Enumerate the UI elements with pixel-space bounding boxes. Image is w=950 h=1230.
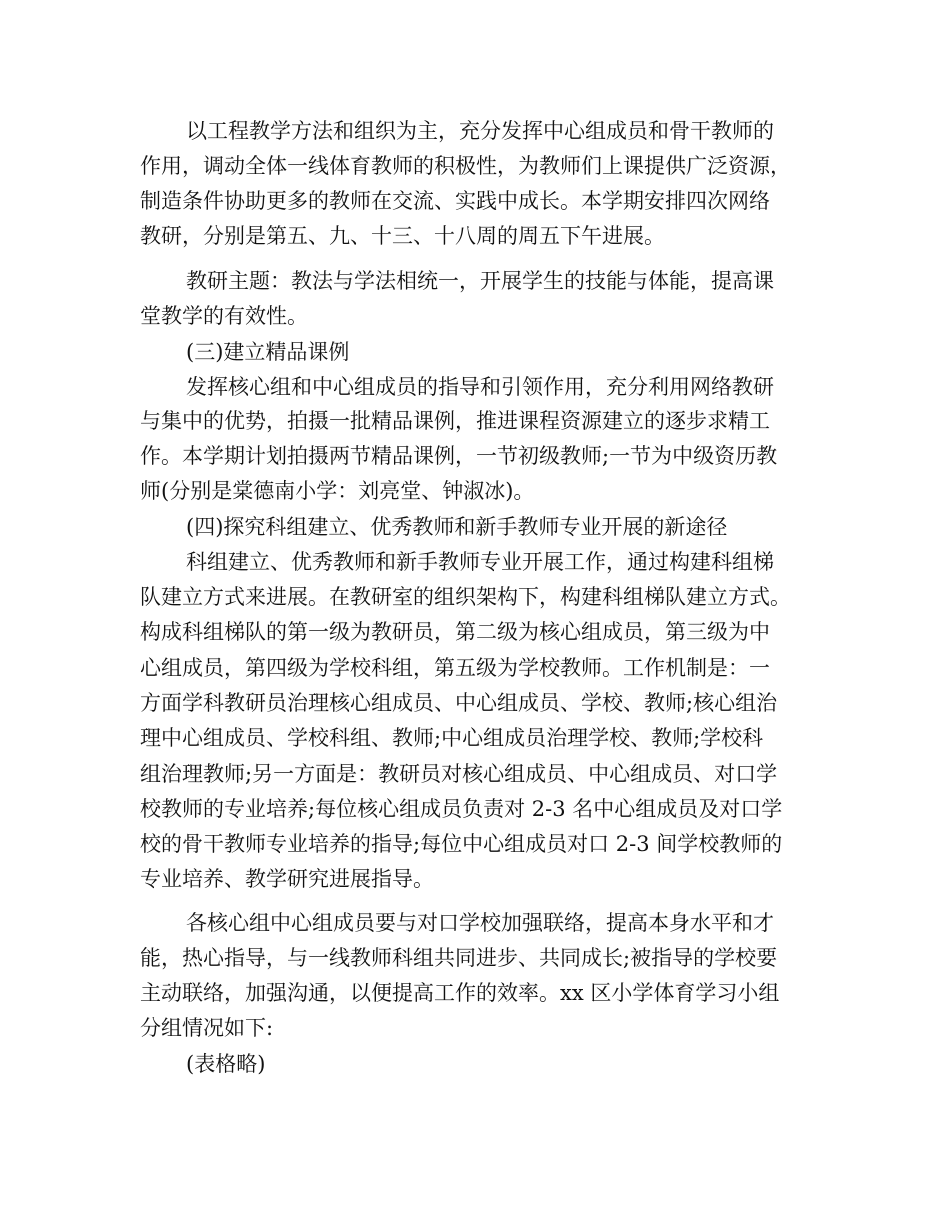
text-line: 专业培养、教学研究进展指导。 [140, 867, 434, 891]
text-line: 校的骨干教师专业培养的指导;每位中心组成员对口 2-3 间学校教师的 [140, 832, 783, 856]
section-heading: (四)探究科组建立、优秀教师和新手教师专业开展的新途径 [186, 515, 728, 539]
text-line: 队建立方式来进展。在教研室的组织架构下，构建科组梯队建立方式。 [140, 585, 791, 609]
text-line: 分组情况如下: [140, 1016, 274, 1040]
text-line: 堂教学的有效性。 [140, 304, 308, 328]
text-line: 方面学科教研员治理核心组成员、中心组成员、学校、教师;核心组治 [140, 691, 778, 715]
text-line: 作。本学期计划拍摄两节精品课例，一节初级教师;一节为中级资历教 [140, 444, 778, 468]
table-omitted-note: (表格略) [186, 1052, 266, 1076]
text-line: 作用，调动全体一线体育教师的积极性，为教师们上课提供广泛资源， [140, 154, 791, 178]
text-line: 师(分别是棠德南小学：刘亮堂、钟淑冰)。 [140, 479, 535, 503]
text-line: 发挥核心组和中心组成员的指导和引领作用，充分利用网络教研 [186, 375, 774, 399]
text-line: 组治理教师;另一方面是：教研员对核心组成员、中心组成员、对口学 [140, 762, 778, 786]
section-heading: (三)建立精品课例 [186, 340, 350, 364]
text-line: 构成科组梯队的第一级为教研员，第二级为核心组成员，第三级为中 [140, 620, 770, 644]
text-line: 制造条件协助更多的教师在交流、实践中成长。本学期安排四次网络 [140, 189, 770, 213]
text-line: 教研，分别是第五、九、十三、十八周的周五下午进展。 [140, 224, 665, 248]
text-line: 主动联络，加强沟通，以便提高工作的效率。xx 区小学体育学习小组 [140, 981, 780, 1005]
text-line: 教研主题：教法与学法相统一，开展学生的技能与体能，提高课 [186, 269, 774, 293]
text-line: 以工程教学方法和组织为主，充分发挥中心组成员和骨干教师的 [186, 119, 774, 143]
text-line: 与集中的优势，拍摄一批精品课例，推进课程资源建立的逐步求精工 [140, 409, 770, 433]
text-line: 理中心组成员、学校科组、教师;中心组成员治理学校、教师;学校科 [140, 726, 764, 750]
text-line: 科组建立、优秀教师和新手教师专业开展工作，通过构建科组梯 [186, 550, 774, 574]
text-line: 心组成员，第四级为学校科组，第五级为学校教师。工作机制是：一 [140, 656, 770, 680]
text-line: 能，热心指导，与一线教师科组共同进步、共同成长;被指导的学校要 [140, 946, 778, 970]
text-line: 各核心组中心组成员要与对口学校加强联络，提高本身水平和才 [186, 911, 774, 935]
text-line: 校教师的专业培养;每位核心组成员负责对 2-3 名中心组成员及对口学 [140, 797, 783, 821]
